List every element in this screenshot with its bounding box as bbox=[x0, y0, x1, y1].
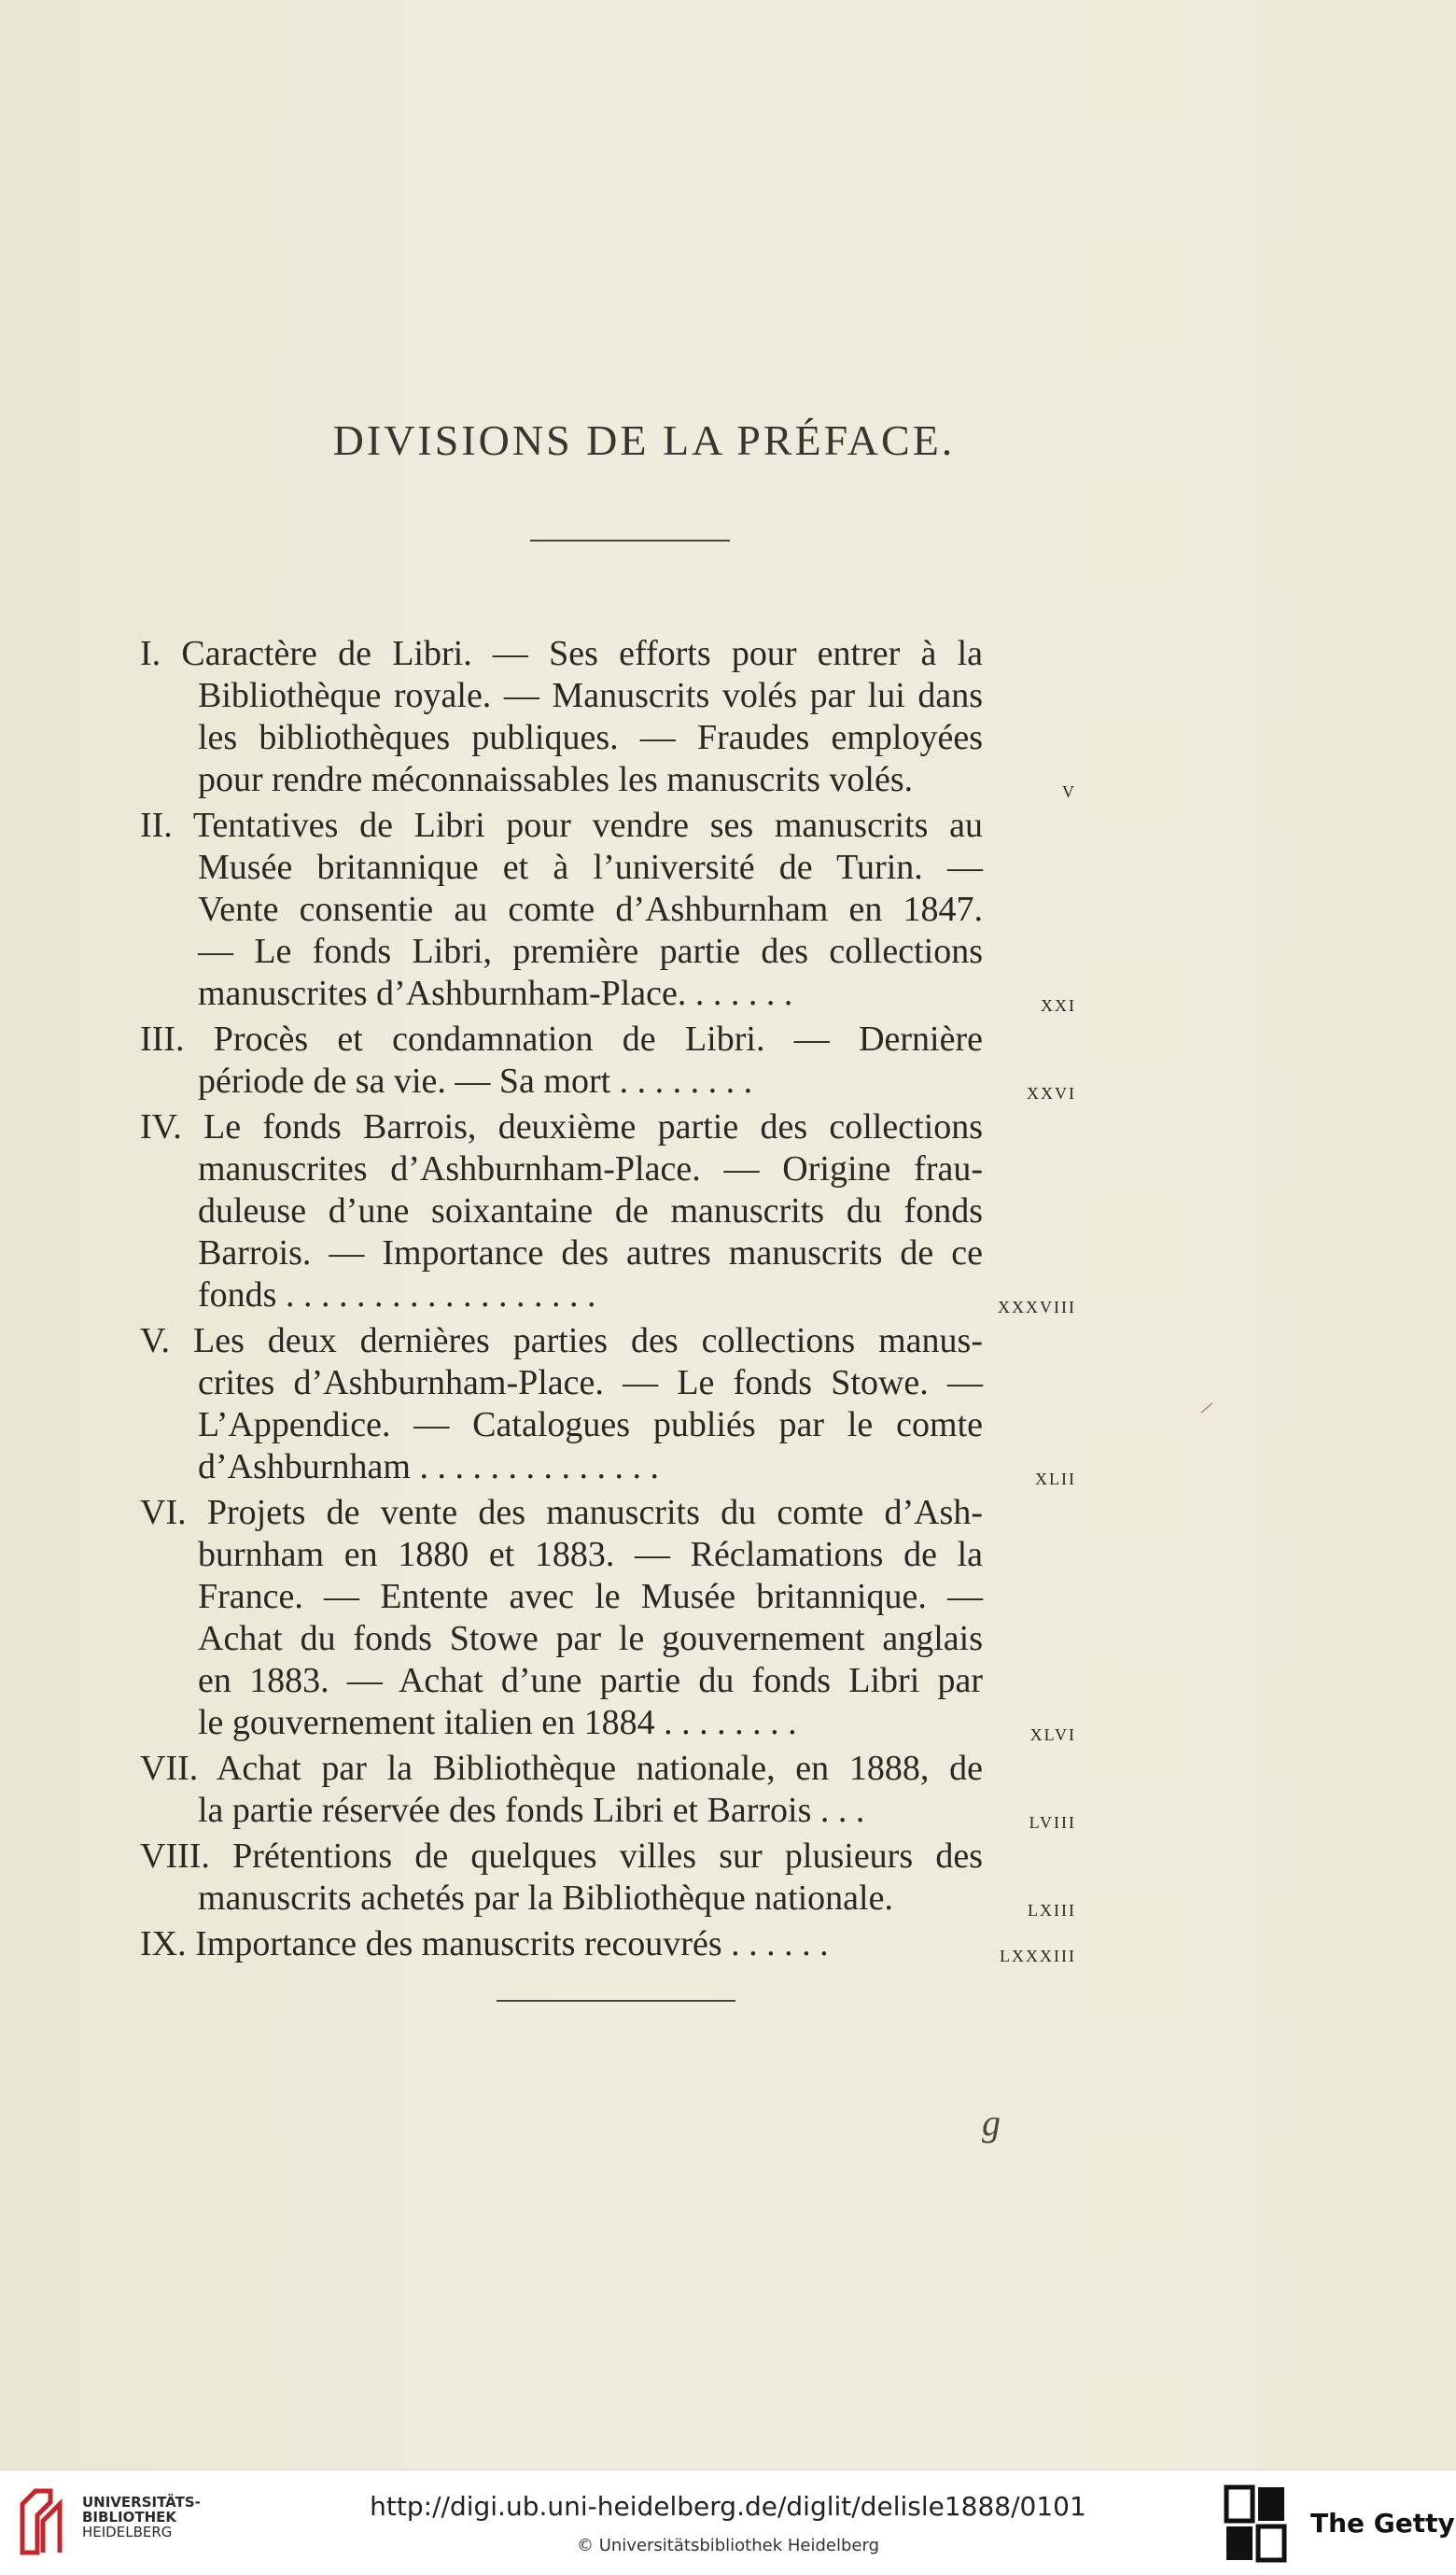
bottom-divider bbox=[497, 2000, 735, 2002]
getty-label: The Getty bbox=[1310, 2508, 1455, 2539]
section-text: Le fonds Barrois, deuxième partie des collections bbox=[203, 1107, 984, 1147]
toc-line bbox=[198, 931, 983, 973]
page-reference: xlii bbox=[1035, 1463, 1076, 1490]
institution-line-1: UNIVERSITÄTS- bbox=[82, 2494, 201, 2511]
section-text: Caractère de Libri. — Ses efforts pour entrer à la bbox=[181, 634, 983, 673]
toc-line bbox=[198, 759, 1076, 803]
page-reference: xlvi bbox=[1029, 1719, 1076, 1746]
toc-line bbox=[140, 633, 983, 675]
toc-entry bbox=[140, 1320, 1167, 1488]
section-text: période de sa vie. — Sa mort . . . . . . . . bbox=[198, 1062, 753, 1101]
toc-entry bbox=[140, 1923, 1167, 1965]
section-text: le gouvernement italien en 1884 . . . . . . . . bbox=[198, 1703, 797, 1742]
section-text: Barrois. — Importance des autres manuscrits de ce bbox=[198, 1233, 983, 1273]
toc-line bbox=[198, 1232, 983, 1274]
toc-line bbox=[198, 847, 983, 889]
page-reference: v bbox=[1062, 776, 1076, 803]
page-reference: xxvi bbox=[1027, 1077, 1076, 1105]
toc-line bbox=[198, 1148, 983, 1190]
section-numeral: VI. bbox=[140, 1493, 187, 1532]
toc-line bbox=[198, 973, 1076, 1017]
section-text: Prétentions de quelques villes sur plusieurs des bbox=[232, 1836, 983, 1876]
toc-line bbox=[198, 1576, 983, 1618]
table-of-contents bbox=[140, 633, 1167, 1969]
toc-line bbox=[140, 1923, 1076, 1967]
section-text: Bibliothèque royale. — Manuscrits volés par lui dans bbox=[198, 676, 983, 715]
section-text: en 1883. — Achat d’une partie du fonds Libri par bbox=[198, 1661, 983, 1700]
section-numeral: II. bbox=[140, 806, 173, 845]
copyright-notice: © Universitätsbibliothek Heidelberg bbox=[576, 2536, 879, 2555]
toc-line bbox=[140, 805, 983, 847]
toc-line bbox=[140, 1106, 983, 1148]
section-text: Musée britannique et à l’université de Turin. — bbox=[198, 848, 983, 887]
viewer-footer bbox=[0, 2469, 1456, 2575]
section-text: Tentatives de Libri pour vendre ses manuscrits au bbox=[192, 806, 983, 845]
getty-logo-icon bbox=[1223, 2484, 1288, 2564]
section-text: pour rendre méconnaissables les manuscrits volés. bbox=[198, 760, 914, 799]
section-text: Vente consentie au comte d’Ashburnham en 1847. bbox=[198, 890, 983, 929]
section-text: duleuse d’une soixantaine de manuscrits du fonds bbox=[198, 1191, 983, 1231]
toc-line bbox=[140, 1748, 983, 1790]
section-text: France. — Entente avec le Musée britannique. — bbox=[198, 1577, 983, 1616]
toc-entry bbox=[140, 1748, 1167, 1832]
permalink-url[interactable]: http://digi.ub.uni-heidelberg.de/diglit/delisle1888/0101 bbox=[370, 2491, 1086, 2522]
section-numeral: IX. bbox=[140, 1924, 187, 1963]
section-text: Importance des manuscrits recouvrés . . . . . . bbox=[195, 1924, 829, 1963]
section-numeral: I. bbox=[140, 634, 161, 673]
section-text: Procès et condamnation de Libri. — Dernière bbox=[213, 1020, 983, 1059]
page-reference: xxi bbox=[1041, 990, 1076, 1017]
section-text: Achat par la Bibliothèque nationale, en 1888, de bbox=[216, 1749, 983, 1788]
section-text: manuscrites d’Ashburnham-Place. . . . . . . bbox=[198, 974, 793, 1013]
toc-line bbox=[198, 717, 983, 759]
toc-line bbox=[198, 1618, 983, 1660]
toc-line bbox=[140, 1492, 983, 1534]
institution-line-3: HEIDELBERG bbox=[82, 2524, 173, 2540]
page-reference: lviii bbox=[1029, 1807, 1076, 1834]
section-text: les bibliothèques publiques. — Fraudes employées bbox=[198, 718, 983, 757]
signature-mark: g bbox=[982, 2102, 1001, 2144]
toc-line bbox=[198, 675, 983, 717]
section-text: Achat du fonds Stowe par le gouvernement anglais bbox=[198, 1619, 983, 1658]
section-numeral: V. bbox=[140, 1321, 171, 1360]
toc-line bbox=[198, 1702, 1076, 1746]
toc-line bbox=[140, 1320, 983, 1362]
section-numeral: IV. bbox=[140, 1107, 182, 1147]
section-text: manuscrites d’Ashburnham-Place. — Origine frau- bbox=[198, 1149, 983, 1189]
section-text: manuscrits achetés par la Bibliothèque nationale. bbox=[198, 1878, 893, 1918]
section-numeral: VIII. bbox=[140, 1836, 210, 1876]
toc-line bbox=[198, 1362, 983, 1404]
section-text: crites d’Ashburnham-Place. — Le fonds Stowe. — bbox=[198, 1363, 983, 1402]
toc-line bbox=[140, 1836, 983, 1878]
toc-line bbox=[198, 1061, 1076, 1105]
toc-line bbox=[198, 889, 983, 931]
toc-line bbox=[198, 1790, 1076, 1834]
toc-entry bbox=[140, 1836, 1167, 1920]
toc-line bbox=[198, 1660, 983, 1702]
pencil-mark: / bbox=[1198, 1396, 1216, 1419]
section-text: — Le fonds Libri, première partie des collections bbox=[198, 932, 983, 971]
toc-line bbox=[140, 1019, 983, 1061]
section-numeral: VII. bbox=[140, 1749, 199, 1788]
section-text: Projets de vente des manuscrits du comte d’Ash- bbox=[206, 1493, 983, 1532]
institution-line-2: BIBLIOTHEK bbox=[82, 2509, 176, 2526]
toc-entry bbox=[140, 805, 1167, 1015]
section-text: L’Appendice. — Catalogues publiés par le comte bbox=[198, 1405, 983, 1444]
section-text: burnham en 1880 et 1883. — Réclamations de la bbox=[198, 1535, 983, 1574]
section-numeral: III. bbox=[140, 1020, 185, 1059]
section-text: Les deux dernières parties des collections manus- bbox=[192, 1321, 983, 1360]
page-reference: xxxviii bbox=[998, 1291, 1076, 1318]
toc-line bbox=[198, 1190, 983, 1232]
page-title: DIVISIONS DE LA PRÉFACE. bbox=[332, 416, 956, 464]
page-reference: lxxxiii bbox=[1000, 1940, 1076, 1967]
title-divider bbox=[530, 540, 730, 542]
toc-entry bbox=[140, 1019, 1167, 1103]
section-text: la partie réservée des fonds Libri et Barrois . . . bbox=[198, 1791, 865, 1830]
toc-line bbox=[198, 1446, 1076, 1490]
toc-line bbox=[198, 1404, 983, 1446]
page-reference: lxiii bbox=[1028, 1894, 1076, 1921]
toc-line bbox=[198, 1534, 983, 1576]
toc-entry bbox=[140, 1106, 1167, 1316]
toc-line bbox=[198, 1878, 1076, 1921]
toc-entry bbox=[140, 1492, 1167, 1744]
toc-line bbox=[198, 1274, 1076, 1318]
toc-entry bbox=[140, 633, 1167, 801]
section-text: fonds . . . . . . . . . . . . . . . . . . bbox=[198, 1275, 596, 1315]
section-text: d’Ashburnham . . . . . . . . . . . . . . bbox=[198, 1447, 659, 1486]
